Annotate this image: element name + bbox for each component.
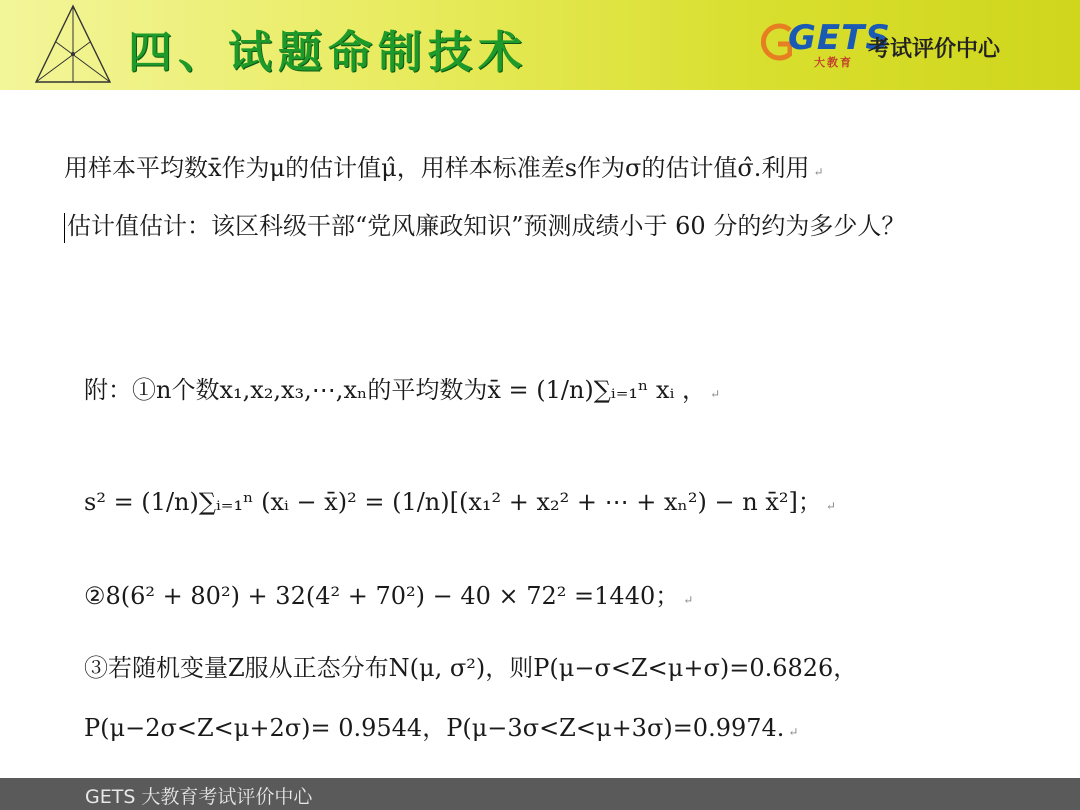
- problem-text-1: 用样本平均数x̄作为μ的估计值μ̂，用样本标准差s作为σ的估计值σ̂.利用: [64, 154, 810, 182]
- geometry-triangle-icon: [28, 2, 118, 88]
- appendix-line-3: [84, 576, 693, 611]
- footer-text: GETS 大教育考试评价中心: [85, 786, 313, 808]
- appendix-line-4: [84, 648, 857, 683]
- paragraph-mark: ↵: [710, 387, 721, 401]
- appendix-text-1: 附：①n个数x₁,x₂,x₃,⋯,xₙ的平均数为x̄ = (1/n)∑ᵢ₌₁ⁿ xᵢ ，: [84, 376, 707, 404]
- brand-logo: [760, 20, 1030, 72]
- brand-gets: GETS: [788, 18, 891, 58]
- paragraph-mark: ↵: [813, 165, 824, 179]
- appendix-text-5: P(μ−2σ<Z<μ+2σ)= 0.9544，P(μ−3σ<Z<μ+3σ)=0.9974.: [84, 714, 785, 742]
- brand-subtitle: 大教育: [814, 56, 853, 69]
- appendix-line-5: [84, 708, 798, 743]
- appendix-text-2: s² = (1/n)∑ᵢ₌₁ⁿ (xᵢ − x̄)² = (1/n)[(x₁² + x₂² + ⋯ + xₙ²) − n x̄²]；: [84, 488, 822, 516]
- appendix-line-2: [84, 482, 836, 517]
- slide-footer: [0, 778, 1080, 810]
- problem-line-1: [64, 148, 824, 183]
- slide-header: [0, 0, 1080, 90]
- problem-text-2: 估计值估计：该区科级干部“党风廉政知识”预测成绩小于 60 分的约为多少人？: [67, 212, 906, 240]
- appendix-text-4: ③若随机变量Z服从正态分布N(μ, σ²)，则P(μ−σ<Z<μ+σ)=0.6826，: [84, 654, 858, 682]
- paragraph-mark: ↵: [788, 725, 799, 739]
- appendix-text-3: ②8(6² + 80²) + 32(4² + 70²) − 40 × 72² =1440；: [84, 582, 680, 610]
- paragraph-mark: ↵: [825, 499, 836, 513]
- page-title: 四、试题命制技术: [128, 27, 528, 78]
- appendix-line-1: [84, 370, 720, 405]
- brand-name: 考试评价中心: [868, 37, 1001, 62]
- text-cursor: [64, 213, 65, 243]
- problem-line-2: [64, 206, 905, 243]
- paragraph-mark: ↵: [683, 593, 694, 607]
